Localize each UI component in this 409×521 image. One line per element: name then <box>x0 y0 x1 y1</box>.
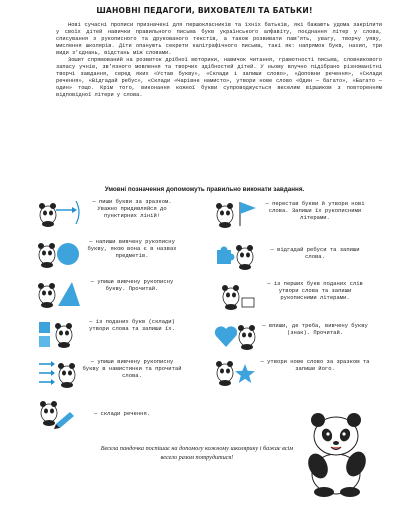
panda-icon <box>36 198 82 228</box>
sheet-icon <box>242 298 254 307</box>
legend-item-star <box>214 358 370 390</box>
panda-icon <box>36 238 82 270</box>
legend-item-triangle <box>36 278 182 310</box>
intro-paragraph-2: Зошит спрямований на розвиток дрібної моторики, навичок читання, грамотності письма, словникового запасу учнів, зв'язного мовлення та творчих здібностей дітей. У ньому влучно підібрано різноманітні творчі завдання, серед яких «Устав букву», «Склади і запиши слово», «Доповни речення», «Склади речення», «Відгадай ребус», «Склади «Чарівне намисто», утвори нове слово «Один — багато», «Багато — один» тощо. Крім того, виконання кожної букви супроводжується веселим віршиком з повторенням відповідної літери у слова. <box>56 57 382 99</box>
panda-icon <box>36 398 82 430</box>
squares-icon <box>39 322 50 333</box>
legend-item-write-by-sample <box>36 198 182 228</box>
legend-text: — упиши вивчену рукописну букву в намистинки та прочитай слова. <box>82 358 182 380</box>
intro-text <box>56 22 382 100</box>
panda-icon <box>36 318 82 350</box>
panda-icon <box>36 358 82 390</box>
panda-icon <box>214 322 260 350</box>
arrows-icon <box>39 361 55 385</box>
triangle-icon <box>58 282 80 306</box>
legend-text: — пиши букви за зразком. Уважно придивляйся до пунктирних ліній! <box>92 198 172 220</box>
legend-item-circle <box>36 238 182 270</box>
legend-item-heart <box>214 322 370 350</box>
legend-item-arrows <box>36 358 182 390</box>
legend-text: — відгадай ребуси та запиши слова. <box>270 246 360 261</box>
panda-illustration <box>296 408 376 498</box>
panda-icon <box>214 280 260 312</box>
legend-text: — із поданих букв (склади) утвори слова та запиши їх. <box>89 318 175 333</box>
panda-icon <box>214 358 260 390</box>
panda-icon <box>214 200 260 228</box>
page-title: ШАНОВНІ ПЕДАГОГИ, ВИХОВАТЕЛІ ТА БАТЬКИ! <box>96 6 313 15</box>
legend-text: — напиши вивчену рукописну букву, якою вона є в назвах предметів. <box>87 238 177 260</box>
legend-item-puzzle <box>214 240 370 272</box>
panda-icon <box>36 278 82 310</box>
legend-text: — склади речення. <box>93 410 151 417</box>
legend-text: — упиши вивчену рукописну букву. Прочитай. <box>90 278 174 293</box>
circle-icon <box>57 243 79 265</box>
puzzle-icon <box>217 247 235 265</box>
legend-item-flag <box>214 200 370 228</box>
flag-icon <box>240 202 256 226</box>
legend-text: — із перших букв поданих слів утвори слова та запиши рукописними літерами. <box>267 280 363 302</box>
footer-note: Весела пандочка поспішає на допомогу кожному школярику і бажає всім весело разом потрудитися! <box>100 445 294 462</box>
legend-text: — перестав букви й утвори нові слова. Запиши їх рукописними літерами. <box>265 200 365 222</box>
heart-icon <box>215 326 237 347</box>
legend-heading: Умовні позначення допоможуть правильно виконати завдання. <box>104 186 305 193</box>
legend-text: — утвори нове слово за зразком та запиши його. <box>260 358 370 373</box>
legend-item-pencil <box>36 398 162 430</box>
legend-item-sheet <box>214 280 370 312</box>
legend-item-squares <box>36 318 182 350</box>
intro-paragraph-1: Нові сучасні прописи призначені для першокласників та їхніх батьків, які бажають удома закріпити у своїх дітей навички правильного письма букв українського алфавіту, поєднання літер у слова, списування з рукописного та друкованого текстів, а також розвивати пам'ять, увагу, творчу уяву, мислення школярів. Діти опанують секрети каліграфічного письма, такі як: напрямок букв, нахил, три види з'єднань, відстань між словами. <box>56 22 382 57</box>
star-icon <box>235 364 255 383</box>
panda-icon <box>214 240 260 272</box>
arrow-target-icon <box>56 201 79 224</box>
legend-text: — впиши, де треба, вивчену букву (знак). Прочитай. <box>262 322 368 337</box>
